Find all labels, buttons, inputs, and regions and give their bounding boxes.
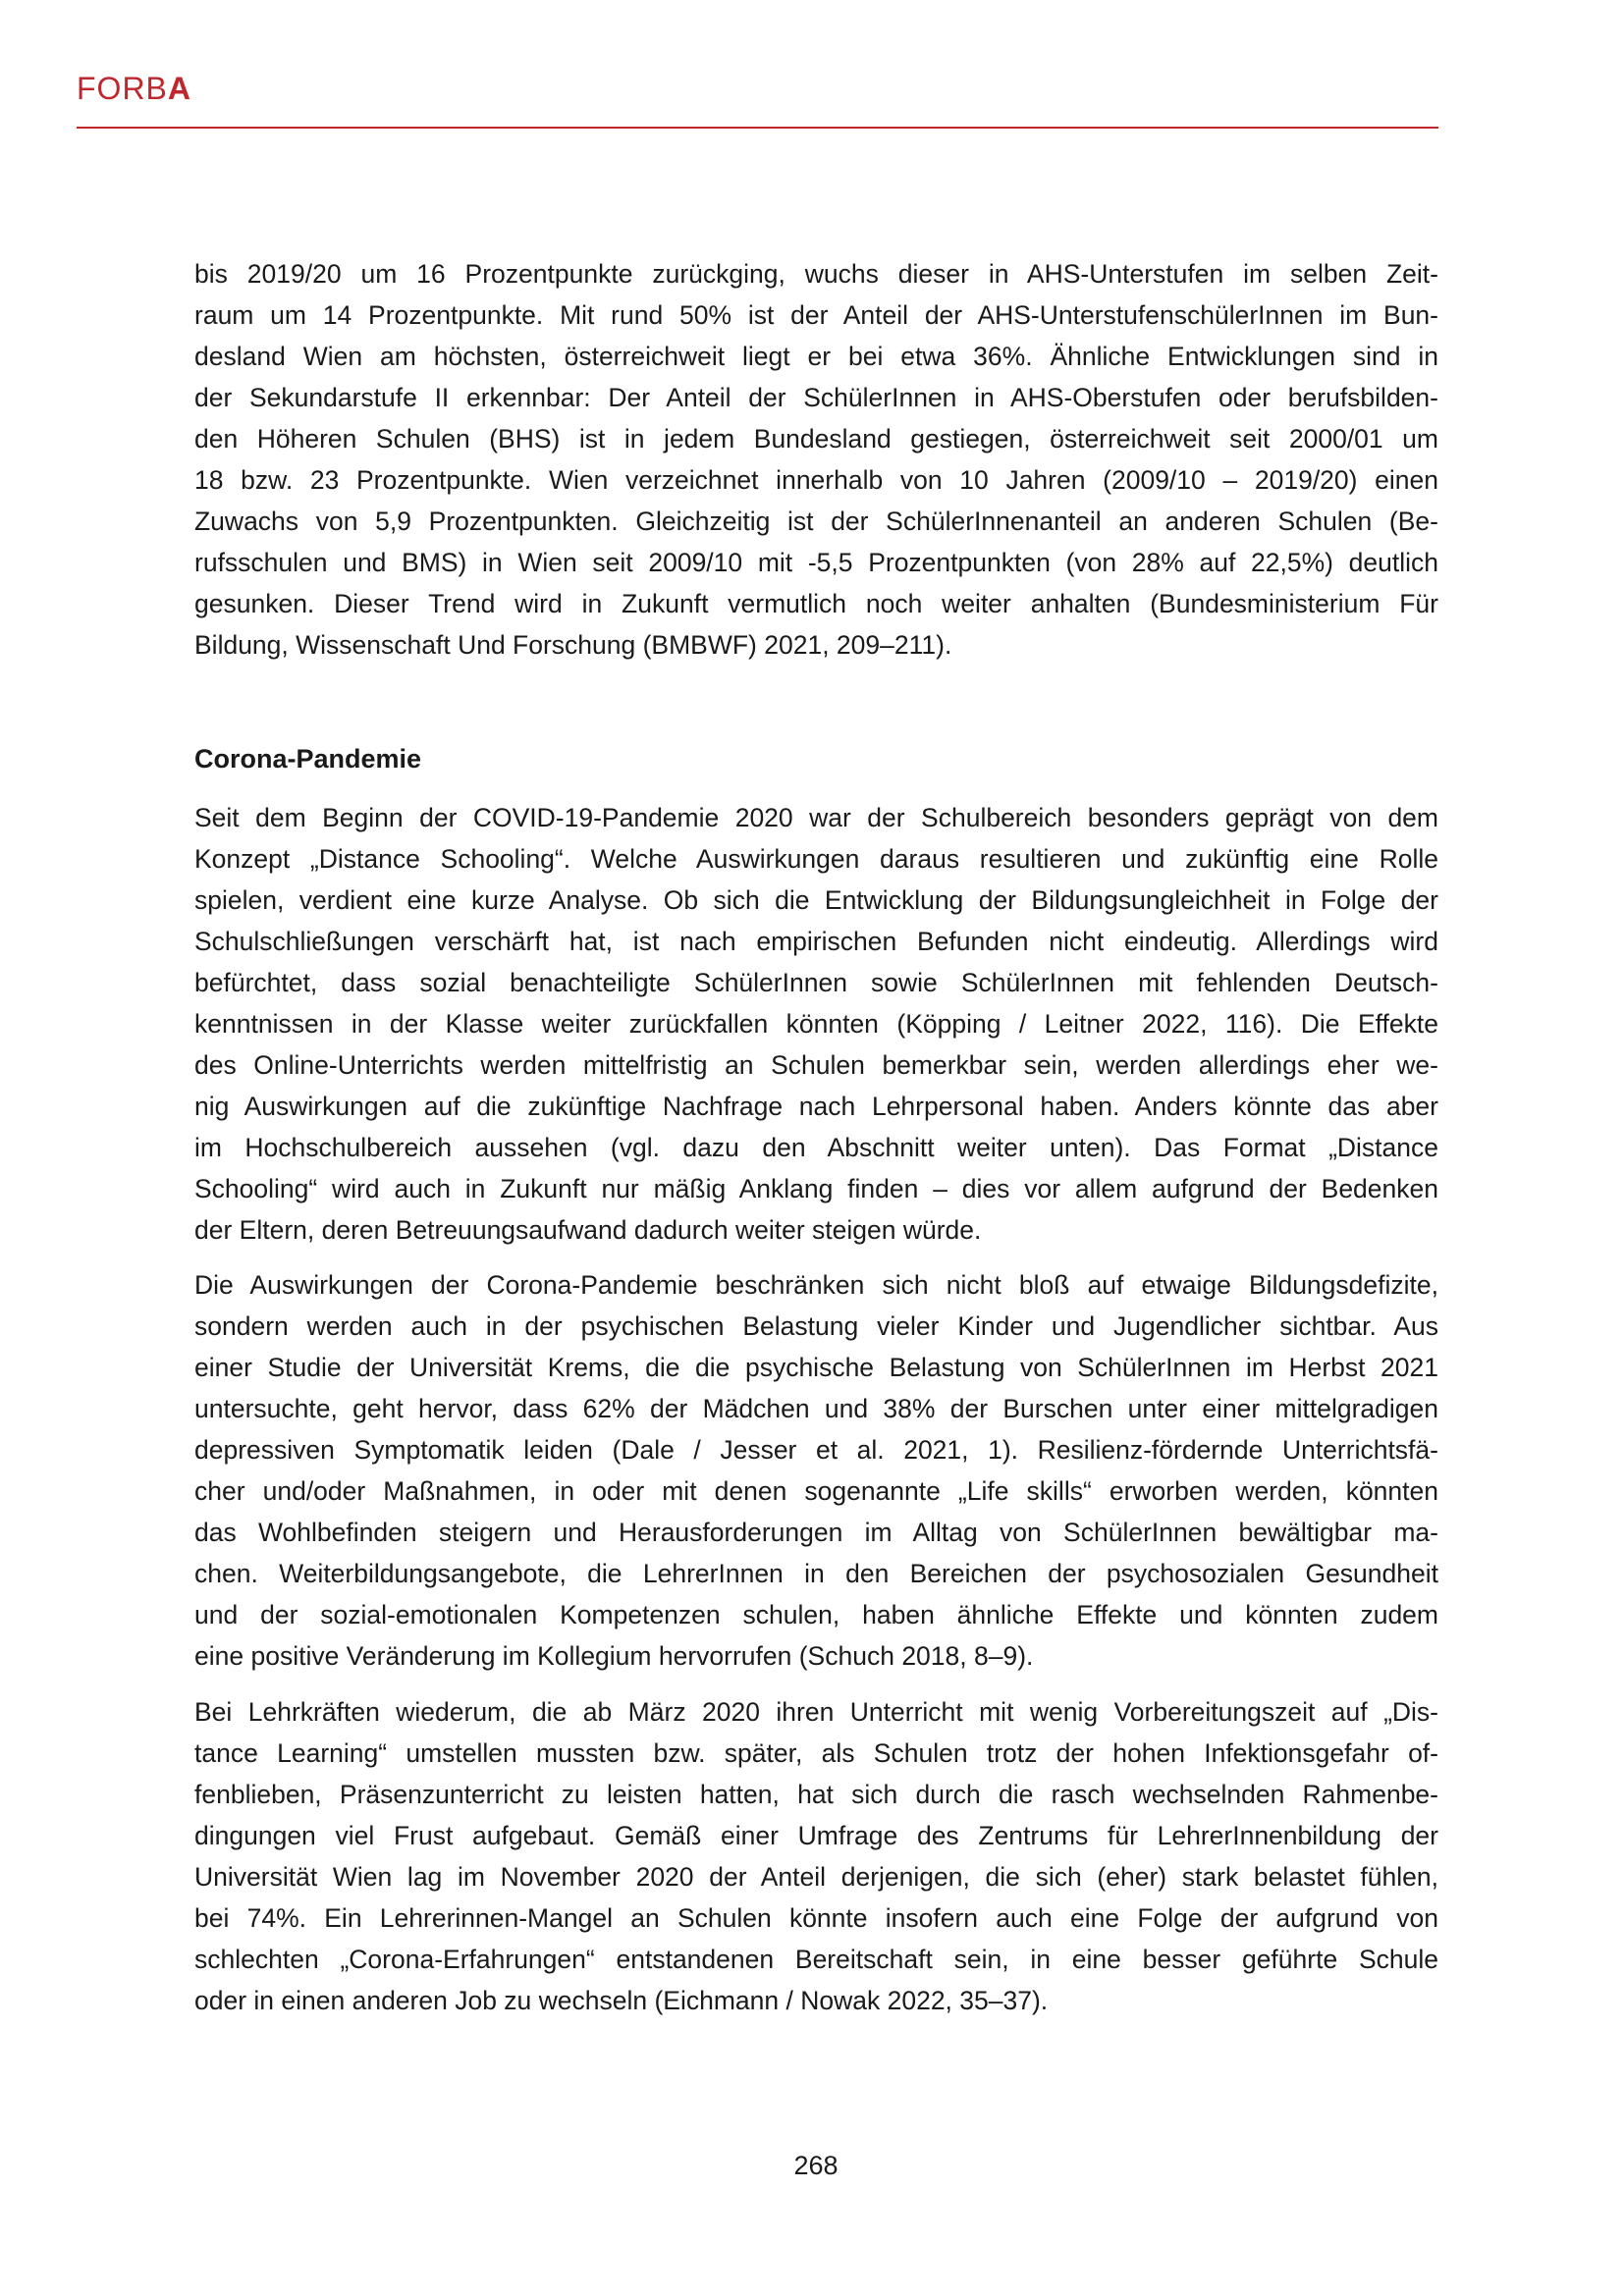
text-line: nig Auswirkungen auf die zukünftige Nachfrage nach Lehrpersonal haben. Anders könnte das aber <box>194 1092 1438 1121</box>
forba-logo <box>77 71 191 107</box>
text-line: befürchtet, dass sozial benachteiligte SchülerInnen sowie SchülerInnen mit fehlenden Deutsch- <box>194 968 1438 997</box>
text-line: tance Learning“ umstellen mussten bzw. später, als Schulen trotz der hohen Infektionsgefahr of- <box>194 1738 1438 1768</box>
section-heading: Corona-Pandemie <box>194 744 422 774</box>
text-line: Schulschließungen verschärft hat, ist nach empirischen Befunden nicht eindeutig. Allerdings wird <box>194 927 1438 956</box>
text-line: bis 2019/20 um 16 Prozentpunkte zurückging, wuchs dieser in AHS-Unterstufen im selben Zeit- <box>194 259 1438 289</box>
text-line: den Höheren Schulen (BHS) ist in jedem Bundesland gestiegen, österreichweit seit 2000/01 um <box>194 424 1438 454</box>
text-line: der Eltern, deren Betreuungsaufwand dadurch weiter steigen würde. <box>194 1215 982 1245</box>
text-line: das Wohlbefinden steigern und Herausforderungen im Alltag von SchülerInnen bewältigbar ma- <box>194 1518 1438 1547</box>
logo-text-regular: FORB <box>77 71 168 106</box>
text-line: Konzept „Distance Schooling“. Welche Auswirkungen daraus resultieren und zukünftig eine Rolle <box>194 844 1438 874</box>
text-line: cher und/oder Maßnahmen, in oder mit denen sogenannte „Life skills“ erworben werden, könnten <box>194 1476 1438 1506</box>
text-line: fenblieben, Präsenzunterricht zu leisten hatten, hat sich durch die rasch wechselnden Rahmenbe- <box>194 1780 1438 1809</box>
text-line: einer Studie der Universität Krems, die die psychische Belastung von SchülerInnen im Herbst 2021 <box>194 1353 1438 1382</box>
text-line: rufsschulen und BMS) in Wien seit 2009/10 mit -5,5 Prozentpunkten (von 28% auf 22,5%) deutlich <box>194 548 1438 577</box>
text-line: im Hochschulbereich aussehen (vgl. dazu den Abschnitt weiter unten). Das Format „Distance <box>194 1133 1438 1162</box>
text-line: desland Wien am höchsten, österreichweit liegt er bei etwa 36%. Ähnliche Entwicklungen sind in <box>194 342 1438 371</box>
text-line: oder in einen anderen Job zu wechseln (Eichmann / Nowak 2022, 35–37). <box>194 1986 1049 2015</box>
paragraph-3 <box>194 1264 1438 1677</box>
text-line: kenntnissen in der Klasse weiter zurückfallen könnten (Köpping / Leitner 2022, 116). Die Effekte <box>194 1009 1438 1039</box>
text-line: schlechten „Corona-Erfahrungen“ entstandenen Bereitschaft sein, in eine besser geführte Schule <box>194 1945 1438 1974</box>
paragraph-2 <box>194 797 1438 1251</box>
paragraph-1 <box>194 253 1438 666</box>
text-line: raum um 14 Prozentpunkte. Mit rund 50% ist der Anteil der AHS-UnterstufenschülerInnen im Bun- <box>194 300 1438 330</box>
paragraph-4 <box>194 1691 1438 2021</box>
text-line: chen. Weiterbildungsangebote, die LehrerInnen in den Bereichen der psychosozialen Gesundheit <box>194 1559 1438 1588</box>
text-line: Die Auswirkungen der Corona-Pandemie beschränken sich nicht bloß auf etwaige Bildungsdefizite, <box>194 1270 1438 1300</box>
text-line: depressiven Symptomatik leiden (Dale / Jesser et al. 2021, 1). Resilienz-fördernde Unterrichtsfä- <box>194 1435 1438 1465</box>
text-line: bei 74%. Ein Lehrerinnen-Mangel an Schulen könnte insofern auch eine Folge der aufgrund von <box>194 1903 1438 1933</box>
text-line: spielen, verdient eine kurze Analyse. Ob sich die Entwicklung der Bildungsungleichheit in Folge der <box>194 885 1438 915</box>
text-line: sondern werden auch in der psychischen Belastung vieler Kinder und Jugendlicher sichtbar. Aus <box>194 1311 1438 1341</box>
text-line: Bei Lehrkräften wiederum, die ab März 2020 ihren Unterricht mit wenig Vorbereitungszeit auf „Dis- <box>194 1697 1438 1727</box>
text-line: Universität Wien lag im November 2020 der Anteil derjenigen, die sich (eher) stark belastet fühlen, <box>194 1862 1438 1892</box>
text-line: und der sozial-emotionalen Kompetenzen schulen, haben ähnliche Effekte und könnten zudem <box>194 1600 1438 1629</box>
page-number: 268 <box>793 2151 839 2180</box>
logo-text-bold: A <box>167 71 191 106</box>
text-line: der Sekundarstufe II erkennbar: Der Anteil der SchülerInnen in AHS-Oberstufen oder berufsbilden- <box>194 383 1438 412</box>
text-line: dingungen viel Frust aufgebaut. Gemäß einer Umfrage des Zentrums für LehrerInnenbildung der <box>194 1821 1438 1850</box>
text-line: Bildung, Wissenschaft Und Forschung (BMBWF) 2021, 209–211). <box>194 630 952 660</box>
text-line: des Online-Unterrichts werden mittelfristig an Schulen bemerkbar sein, werden allerdings eher we- <box>194 1050 1438 1080</box>
text-line: eine positive Veränderung im Kollegium hervorrufen (Schuch 2018, 8–9). <box>194 1641 1034 1671</box>
text-line: Seit dem Beginn der COVID-19-Pandemie 2020 war der Schulbereich besonders geprägt von dem <box>194 803 1438 832</box>
text-line: gesunken. Dieser Trend wird in Zukunft vermutlich noch weiter anhalten (Bundesministerium Für <box>194 589 1438 618</box>
text-line: 18 bzw. 23 Prozentpunkte. Wien verzeichnet innerhalb von 10 Jahren (2009/10 – 2019/20) einen <box>194 465 1438 495</box>
text-line: untersuchte, geht hervor, dass 62% der Mädchen und 38% der Burschen unter einer mittelgradigen <box>194 1394 1438 1423</box>
text-line: Zuwachs von 5,9 Prozentpunkten. Gleichzeitig ist der SchülerInnenanteil an anderen Schulen (Be- <box>194 507 1438 536</box>
text-line: Schooling“ wird auch in Zukunft nur mäßig Anklang finden – dies vor allem aufgrund der Bedenken <box>194 1174 1438 1203</box>
header-divider <box>77 127 1438 129</box>
